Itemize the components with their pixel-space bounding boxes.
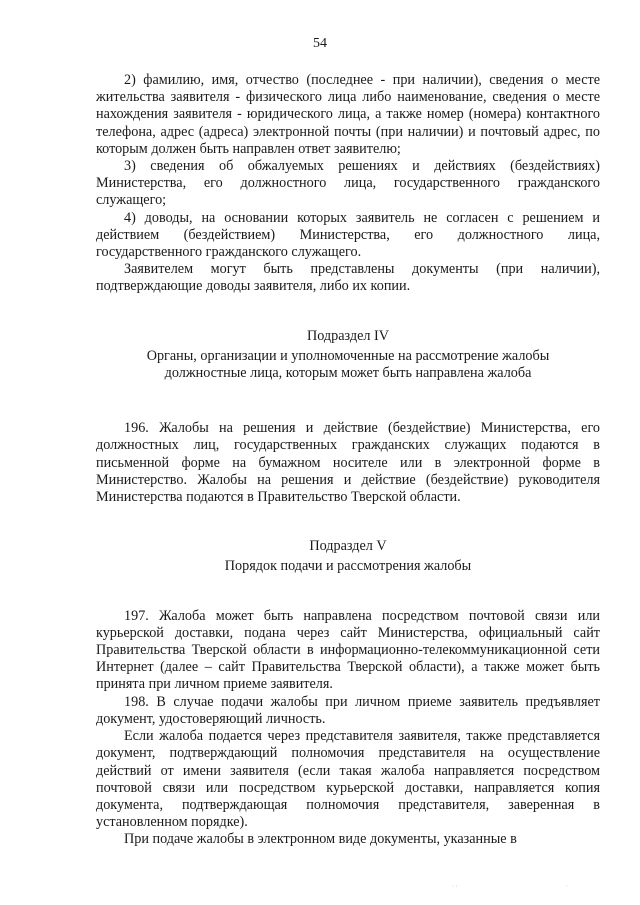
paragraph-198: 198. В случае подачи жалобы при личном приеме заявитель предъявляет документ, удостоверяющий личность. — [96, 693, 600, 727]
subsection-5-label: Подраздел V — [309, 538, 387, 555]
subsection-4-title-line2: должностные лица, которым может быть направлена жалоба — [164, 365, 532, 382]
document-body — [96, 72, 600, 849]
page-number: 54 — [313, 36, 327, 51]
paragraph-representative: Если жалоба подается через представителя заявителя, также представляется документ, подтверждающий полномочия представителя на осуществление действий от имени заявителя (если такая жалоба направляется посредством почтовой связи или посредством курьерской доставки, направляется копия документа, подтверждающая полномочия представителя, заверенная в установленном порядке). — [96, 728, 600, 831]
subsection-4-title-line1: Органы, организации и уполномоченные на рассмотрение жалобы — [146, 347, 550, 364]
scan-speck: · · — [452, 884, 458, 890]
paragraph-item-3: 3) сведения об обжалуемых решениях и действиях (бездействиях) Министерства, его должностного лица, государственного гражданского служащего; — [96, 158, 600, 209]
scan-speck: · — [566, 884, 568, 890]
paragraph-196: 196. Жалобы на решения и действие (бездействие) Министерства, его должностных лиц, государственных гражданских служащих подаются в письменной форме на бумажном носителе или в электронной форме в Министерство. Жалобы на решения и действие (бездействие) руководителя Министерства подаются в Правительство Тверской области. — [96, 420, 600, 506]
subsection-5-title: Порядок подачи и рассмотрения жалобы — [224, 558, 472, 575]
spacer — [96, 506, 600, 538]
paragraph-documents: Заявителем могут быть представлены документы (при наличии), подтверждающие доводы заявителя, либо их копии. — [96, 261, 600, 295]
paragraph-electronic: При подаче жалобы в электронном виде документы, указанные в — [124, 831, 517, 848]
paragraph-item-4: 4) доводы, на основании которых заявитель не согласен с решением и действием (бездействием) Министерства, его должностного лица, государственного гражданского служащего. — [96, 209, 600, 261]
paragraph-item-2: 2) фамилию, имя, отчество (последнее - при наличии), сведения о месте жительства заявителя - физического лица либо наименование, сведения о месте нахождения заявителя - юридического лица, а также номер (номера) контактного телефона, адрес (адреса) электронной почты (при наличии) и почтовый адрес, по которым должен быть направлен ответ заявителю; — [96, 72, 600, 157]
spacer — [96, 576, 600, 608]
paragraph-197: 197. Жалоба может быть направлена посредством почтовой связи или курьерской доставки, подана через сайт Министерства, официальный сайт Правительства Тверской области в информационно-телекоммуникационной сети Интернет (далее – сайт Правительства Тверской области), а также может быть принята при личном приеме заявителя. — [96, 607, 600, 693]
spacer — [96, 296, 600, 328]
subsection-4-label: Подраздел IV — [306, 327, 389, 344]
spacer — [96, 382, 600, 420]
